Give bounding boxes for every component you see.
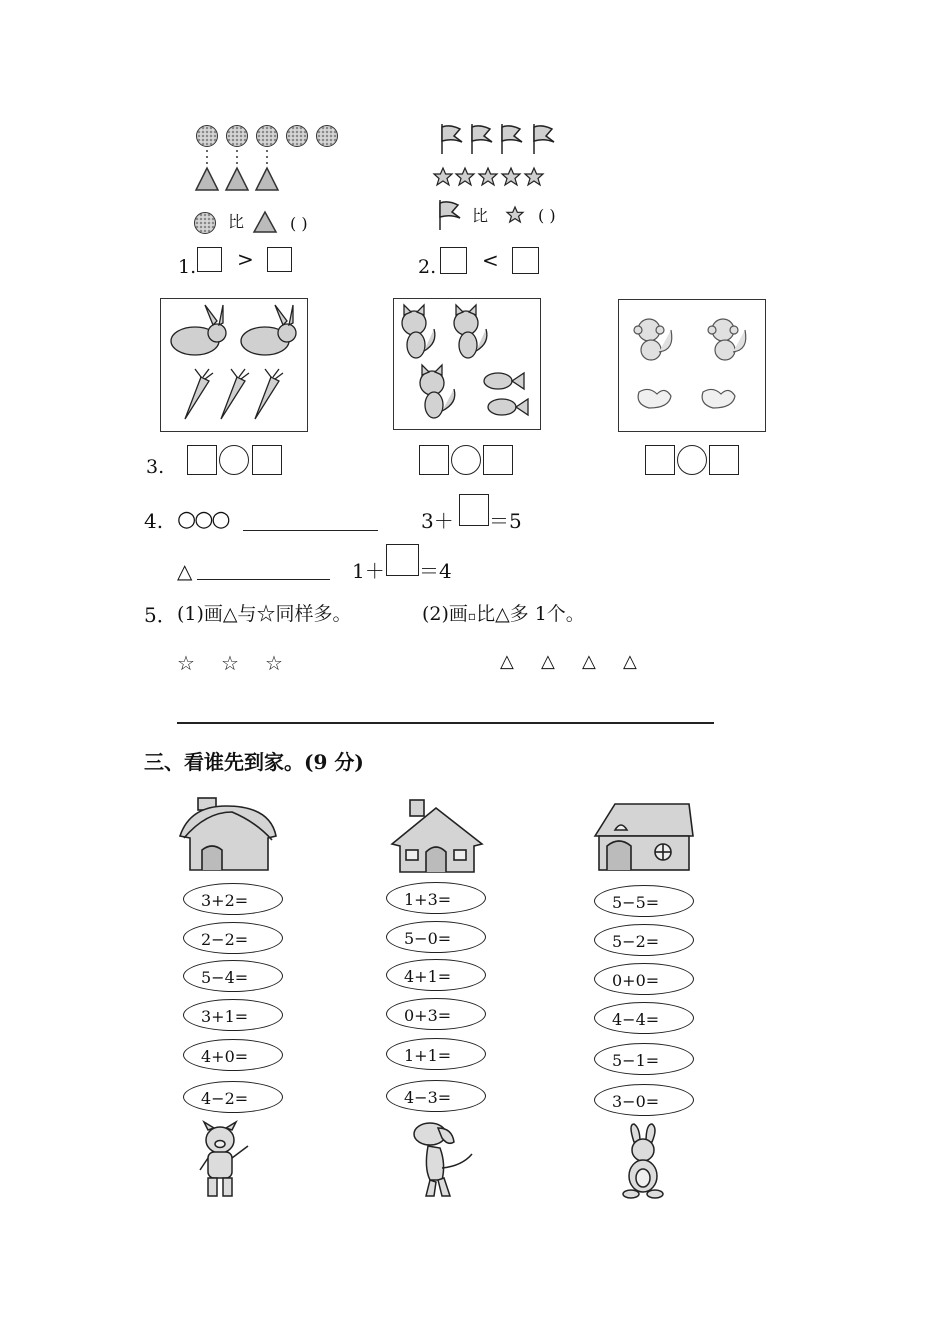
answer-box[interactable] (440, 247, 467, 274)
answer-circle[interactable] (451, 445, 481, 475)
equation-text: 4+0= (201, 1047, 249, 1066)
equation-text: 4−4= (612, 1010, 660, 1029)
equation-bubble[interactable] (183, 1081, 283, 1113)
triangle-icon: △ (582, 651, 596, 672)
q4-row1-eq-left: 3＋ (421, 509, 454, 533)
q1-compare-word: 比 (228, 212, 245, 231)
equation-bubble[interactable] (386, 998, 486, 1030)
equation-text: 1+3= (404, 890, 452, 909)
triangle-icon: △ (500, 651, 514, 672)
equation-bubble[interactable] (594, 1043, 694, 1075)
equation-text: 0+3= (404, 1006, 452, 1025)
equation-text: 3−0= (612, 1092, 660, 1111)
equation-bubble[interactable] (183, 1039, 283, 1071)
cats-fish-picture (393, 298, 541, 430)
equation-bubble[interactable] (594, 924, 694, 956)
q1-sign: > (237, 247, 254, 271)
equation-text: 4−2= (201, 1089, 249, 1108)
equation-text: 4+1= (404, 967, 452, 986)
q4-label: 4. (144, 509, 164, 533)
q2-compare-word: 比 (472, 206, 489, 225)
equation-bubble[interactable] (594, 1084, 694, 1116)
answer-box[interactable] (419, 445, 449, 475)
equation-bubble[interactable] (594, 963, 694, 995)
house-round-icon (176, 796, 281, 874)
equation-text: 5−0= (404, 929, 452, 948)
equation-text: 4−3= (404, 1088, 452, 1107)
answer-circle[interactable] (219, 445, 249, 475)
equation-bubble[interactable] (183, 960, 283, 992)
equation-text: 5−1= (612, 1051, 660, 1070)
q4-row2-eq-right: ＝4 (419, 559, 452, 583)
section-title: 三、看谁先到家。(9 分) (144, 750, 364, 774)
q4-row1-eq-right: ＝5 (489, 509, 522, 533)
equation-text: 3+1= (201, 1007, 249, 1026)
equation-bubble[interactable] (386, 1080, 486, 1112)
equation-text: 5−4= (201, 968, 249, 987)
star-icon: ☆ (221, 651, 239, 675)
pig-icon (196, 1122, 256, 1200)
answer-box[interactable] (709, 445, 739, 475)
q4-row2-shapes: △ (177, 559, 193, 583)
answer-box[interactable] (252, 445, 282, 475)
q4-row2-eq-left: 1＋ (352, 559, 385, 583)
equation-text: 1+1= (404, 1046, 452, 1065)
equation-bubble[interactable] (386, 1038, 486, 1070)
answer-circle[interactable] (677, 445, 707, 475)
q2-answer-paren: ( ) (538, 206, 556, 225)
star-icon: ☆ (265, 651, 283, 675)
star-icon: ☆ (177, 651, 195, 675)
rabbit-icon (616, 1122, 672, 1202)
rabbits-carrots-picture (160, 298, 308, 432)
q5-label: 5． (144, 603, 177, 627)
answer-box[interactable] (386, 544, 419, 576)
equation-text: 5−2= (612, 932, 660, 951)
divider (177, 722, 714, 724)
dog-icon (408, 1120, 480, 1202)
answer-box[interactable] (459, 494, 489, 526)
triangle-icon: △ (541, 651, 555, 672)
q3-label: 3. (146, 456, 165, 478)
equation-bubble[interactable] (594, 1002, 694, 1034)
answer-line[interactable] (243, 530, 378, 531)
q2-label: 2. (418, 256, 437, 278)
answer-box[interactable] (187, 445, 217, 475)
equation-bubble[interactable] (594, 885, 694, 917)
triangle-icon: △ (623, 651, 637, 672)
q5-part2: (2)画▫比△多 1个。 (422, 603, 585, 625)
q1-answer-paren: ( ) (290, 214, 308, 233)
answer-box[interactable] (645, 445, 675, 475)
equation-bubble[interactable] (183, 922, 283, 954)
equation-text: 3+2= (201, 891, 249, 910)
q4-row1-shapes: ○○○ (177, 507, 229, 532)
monkeys-peaches-picture (618, 299, 766, 432)
equation-bubble[interactable] (183, 999, 283, 1031)
q2-sign: < (482, 248, 499, 272)
answer-box[interactable] (512, 247, 539, 274)
equation-bubble[interactable] (386, 921, 486, 953)
equation-bubble[interactable] (386, 882, 486, 914)
equation-bubble[interactable] (183, 883, 283, 915)
house-cabin-icon (593, 798, 695, 872)
q1-label: 1. (178, 256, 197, 278)
answer-line[interactable] (197, 579, 330, 580)
equation-text: 5−5= (612, 893, 660, 912)
answer-box[interactable] (483, 445, 513, 475)
equation-bubble[interactable] (386, 959, 486, 991)
equation-text: 2−2= (201, 930, 249, 949)
equation-text: 0+0= (612, 971, 660, 990)
house-pointed-icon (390, 798, 485, 874)
q5-part1: (1)画△与☆同样多。 (177, 603, 352, 625)
